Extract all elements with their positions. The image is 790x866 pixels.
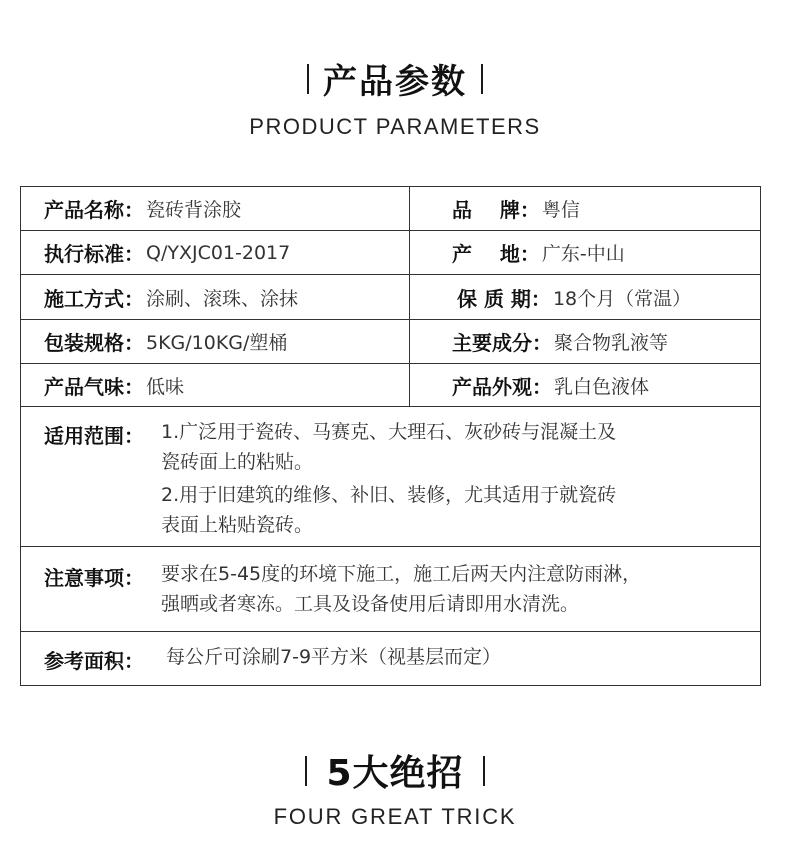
heading-title: 5大绝招 (326, 753, 464, 794)
notes-label: 注意事项： (44, 566, 144, 590)
param-value: 涂刷、滚珠、涂抹 (146, 287, 299, 310)
heading-left-bar (307, 64, 309, 94)
heading-left-bar (305, 756, 307, 786)
table-row-notes (21, 547, 760, 632)
heading-subtitle: PRODUCT PARAMETERS (249, 114, 541, 139)
param-cell (409, 364, 760, 406)
scope-line: 瓷砖面上的粘贴。 (161, 451, 314, 473)
param-value: 粤信 (541, 199, 580, 221)
table-row (21, 231, 760, 275)
param-label: 主要成分： (452, 331, 552, 355)
param-label: 包装规格： (44, 331, 144, 355)
scope-text-2 (161, 480, 751, 540)
scope-line: 2.用于旧建筑的维修、补旧、装修，尤其适用于就瓷砖 (161, 484, 617, 506)
param-value: 5KG/10KG/塑桶 (146, 332, 288, 354)
heading-right-bar (483, 756, 485, 786)
scope-line: 1.广泛用于瓷砖、马赛克、大理石、灰砂砖与混凝土及 (161, 421, 617, 443)
section-heading-parameters (0, 54, 790, 103)
param-label: 执行标准： (44, 242, 144, 266)
param-cell (409, 320, 760, 363)
table-row (21, 320, 760, 364)
section-heading-tricks (0, 745, 790, 796)
param-cell (409, 275, 760, 319)
parameters-table (20, 186, 761, 686)
param-value: 广东-中山 (541, 243, 625, 265)
scope-text-1 (161, 417, 751, 477)
param-value: 瓷砖背涂胶 (146, 199, 242, 221)
param-value: 乳白色液体 (554, 375, 650, 398)
param-value: Q/YXJC01-2017 (146, 241, 291, 264)
param-cell (21, 187, 409, 230)
scope-label: 适用范围： (44, 424, 144, 448)
heading-title: 产品参数 (323, 62, 467, 102)
notes-line: 强晒或者寒冻。工具及设备使用后请即用水清洗。 (161, 593, 580, 615)
param-label: 保 质 期： (457, 286, 551, 311)
param-label: 产品外观： (452, 374, 552, 399)
param-cell (21, 364, 409, 406)
param-value: 聚合物乳液等 (554, 332, 669, 354)
param-cell (21, 275, 409, 319)
table-row (21, 187, 760, 231)
param-cell (409, 231, 760, 274)
param-value: 18个月（常温） (552, 287, 692, 310)
notes-text (161, 559, 751, 619)
param-cell (21, 231, 409, 274)
coverage-label: 参考面积： (44, 649, 144, 673)
heading-right-bar (481, 64, 483, 94)
param-label: 施工方式： (44, 286, 144, 311)
param-value: 低味 (146, 375, 185, 398)
scope-line: 表面上粘贴瓷砖。 (161, 514, 314, 536)
table-row-scope (21, 407, 760, 547)
param-label: 产 地： (452, 242, 540, 266)
param-label: 产品气味： (44, 374, 144, 399)
table-row (21, 275, 760, 320)
heading-subtitle: FOUR GREAT TRICK (273, 804, 517, 829)
param-cell (409, 187, 760, 230)
table-row (21, 364, 760, 407)
table-row-coverage (21, 632, 760, 685)
coverage-value: 每公斤可涂刷7-9平方米（视基层而定） (166, 646, 502, 668)
notes-line: 要求在5-45度的环境下施工，施工后两天内注意防雨淋， (161, 563, 642, 585)
param-label: 产品名称： (44, 198, 144, 222)
param-cell (21, 320, 409, 363)
param-label: 品 牌： (452, 198, 540, 222)
